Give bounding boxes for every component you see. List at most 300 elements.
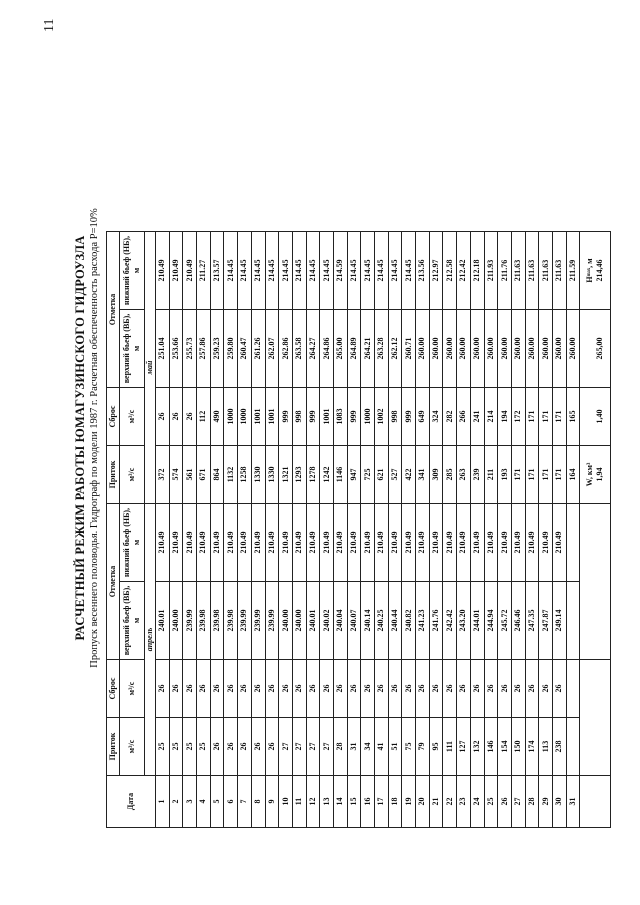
may-outflow-cell: 999 <box>347 388 361 446</box>
april-outflow-cell: 26 <box>402 660 416 718</box>
table-row <box>402 232 416 828</box>
day-cell: 25 <box>484 776 498 828</box>
page-subtitle: Пропуск весеннего половодья. Гидрограф по модели 1987 г. Расчетная обеспеченность расхода Р=10% <box>89 208 100 668</box>
may-lower-cell: 211.93 <box>484 232 498 310</box>
april-upper-cell: 239.98 <box>224 582 238 660</box>
day-cell: 4 <box>197 776 211 828</box>
col-inflow-header-april: Приток <box>107 718 120 776</box>
unit-outflow-april: м³/с <box>120 660 145 718</box>
table-row <box>361 232 375 828</box>
may-lower-cell: 210.49 <box>156 232 170 310</box>
may-outflow-cell: 999 <box>306 388 320 446</box>
table-row <box>197 232 211 828</box>
april-inflow-cell: 27 <box>279 718 293 776</box>
april-outflow-cell: 26 <box>375 660 389 718</box>
unit-inflow-april: м³/с <box>120 718 145 776</box>
may-lower-cell: 210.49 <box>169 232 183 310</box>
may-inflow-cell: 561 <box>183 446 197 504</box>
may-inflow-cell: 263 <box>457 446 471 504</box>
april-upper-cell: 240.00 <box>279 582 293 660</box>
table-row <box>511 232 525 828</box>
may-lower-cell: 214.45 <box>306 232 320 310</box>
may-inflow-cell: 171 <box>552 446 566 504</box>
day-cell: 5 <box>210 776 224 828</box>
may-upper-cell: 260.00 <box>429 310 443 388</box>
april-lower-cell: 210.49 <box>429 504 443 582</box>
may-inflow-cell: 309 <box>429 446 443 504</box>
april-inflow-cell: 113 <box>539 718 553 776</box>
may-upper-cell: 260.00 <box>498 310 512 388</box>
day-cell: 15 <box>347 776 361 828</box>
april-lower-cell: 210.49 <box>457 504 471 582</box>
april-lower-cell: 210.49 <box>416 504 430 582</box>
may-outflow-cell: 999 <box>402 388 416 446</box>
upper-pool-header-may: верхний бьеф (ВБ), м <box>120 310 145 388</box>
may-upper-cell: 253.66 <box>169 310 183 388</box>
april-inflow-cell: 27 <box>306 718 320 776</box>
table-row <box>416 232 430 828</box>
may-inflow-cell: 171 <box>525 446 539 504</box>
may-inflow-cell: 1258 <box>238 446 252 504</box>
may-lower-cell: 211.63 <box>511 232 525 310</box>
day-cell: 6 <box>224 776 238 828</box>
april-upper-cell: 247.87 <box>539 582 553 660</box>
may-inflow-cell: 947 <box>347 446 361 504</box>
table-row <box>498 232 512 828</box>
may-lower-cell: 214.45 <box>320 232 334 310</box>
april-outflow-cell: 26 <box>210 660 224 718</box>
table-row <box>265 232 279 828</box>
april-upper-cell: 241.76 <box>429 582 443 660</box>
april-upper-cell: 241.23 <box>416 582 430 660</box>
april-lower-cell: 210.49 <box>539 504 553 582</box>
may-upper-cell: 264.21 <box>361 310 375 388</box>
may-outflow-cell: 998 <box>388 388 402 446</box>
month-label-may: май <box>145 232 156 504</box>
april-lower-cell: 210.49 <box>525 504 539 582</box>
day-cell: 1 <box>156 776 170 828</box>
april-upper-cell: 243.20 <box>457 582 471 660</box>
regime-table <box>106 231 611 828</box>
april-upper-cell: 240.01 <box>156 582 170 660</box>
day-cell: 30 <box>552 776 566 828</box>
april-outflow-cell: 26 <box>498 660 512 718</box>
h-upper-value: 265,00 <box>595 337 605 360</box>
may-upper-cell: 262.12 <box>388 310 402 388</box>
april-upper-cell: 244.94 <box>484 582 498 660</box>
april-inflow-cell <box>566 718 580 776</box>
may-lower-cell: 214.45 <box>251 232 265 310</box>
april-lower-cell: 210.49 <box>347 504 361 582</box>
table-row <box>388 232 402 828</box>
day-cell: 14 <box>333 776 347 828</box>
april-inflow-cell: 25 <box>197 718 211 776</box>
april-upper-cell: 249.14 <box>552 582 566 660</box>
day-cell: 7 <box>238 776 252 828</box>
table-row <box>566 232 580 828</box>
may-lower-cell: 214.45 <box>347 232 361 310</box>
april-outflow-cell: 26 <box>470 660 484 718</box>
may-upper-cell: 260.71 <box>402 310 416 388</box>
april-inflow-cell: 51 <box>388 718 402 776</box>
may-upper-cell: 264.86 <box>320 310 334 388</box>
footer-h-upper <box>580 310 611 388</box>
w-label: W, км³ <box>585 462 595 487</box>
april-upper-cell: 245.72 <box>498 582 512 660</box>
april-inflow-cell: 75 <box>402 718 416 776</box>
table-row <box>238 232 252 828</box>
april-outflow-cell: 26 <box>279 660 293 718</box>
may-upper-cell: 251.04 <box>156 310 170 388</box>
april-upper-cell: 244.01 <box>470 582 484 660</box>
may-lower-cell: 212.97 <box>429 232 443 310</box>
unit-outflow-may: м³/с <box>120 388 145 446</box>
april-outflow-cell: 26 <box>525 660 539 718</box>
w-inflow-value: 1,94 <box>595 467 605 482</box>
table-row <box>484 232 498 828</box>
april-outflow-cell: 26 <box>251 660 265 718</box>
footer-april-volume <box>580 660 611 776</box>
may-outflow-cell: 490 <box>210 388 224 446</box>
april-inflow-cell: 174 <box>525 718 539 776</box>
april-inflow-cell: 31 <box>347 718 361 776</box>
may-inflow-cell: 864 <box>210 446 224 504</box>
may-inflow-cell: 725 <box>361 446 375 504</box>
april-upper-cell: 239.99 <box>265 582 279 660</box>
may-lower-cell: 214.45 <box>265 232 279 310</box>
may-upper-cell: 264.89 <box>347 310 361 388</box>
may-lower-cell: 214.45 <box>224 232 238 310</box>
day-cell: 22 <box>443 776 457 828</box>
april-upper-cell: 240.44 <box>388 582 402 660</box>
table-row <box>539 232 553 828</box>
lower-pool-header-may: нижний бьеф (НБ), м <box>120 232 145 310</box>
may-outflow-cell: 171 <box>552 388 566 446</box>
april-outflow-cell: 26 <box>156 660 170 718</box>
day-cell: 20 <box>416 776 430 828</box>
h-label: Hᵐᵃˣ, м <box>585 258 595 283</box>
april-upper-cell: 240.01 <box>306 582 320 660</box>
may-lower-cell: 213.56 <box>416 232 430 310</box>
may-upper-cell: 260.00 <box>457 310 471 388</box>
april-lower-cell: 210.49 <box>292 504 306 582</box>
april-outflow-cell: 26 <box>224 660 238 718</box>
april-upper-cell: 240.02 <box>320 582 334 660</box>
april-lower-cell: 210.49 <box>498 504 512 582</box>
may-outflow-cell: 1001 <box>251 388 265 446</box>
may-lower-cell: 213.57 <box>210 232 224 310</box>
page-number: 11 <box>42 18 57 32</box>
day-cell: 19 <box>402 776 416 828</box>
april-inflow-cell: 26 <box>224 718 238 776</box>
may-inflow-cell: 211 <box>484 446 498 504</box>
may-outflow-cell: 194 <box>498 388 512 446</box>
may-inflow-cell: 285 <box>443 446 457 504</box>
may-outflow-cell: 171 <box>525 388 539 446</box>
table-row <box>320 232 334 828</box>
day-cell: 28 <box>525 776 539 828</box>
may-inflow-cell: 193 <box>498 446 512 504</box>
may-inflow-cell: 574 <box>169 446 183 504</box>
col-level-header-may: Отметка <box>107 232 120 388</box>
april-outflow-cell: 26 <box>183 660 197 718</box>
rotated-sheet <box>72 48 612 828</box>
may-inflow-cell: 341 <box>416 446 430 504</box>
april-inflow-cell: 111 <box>443 718 457 776</box>
may-upper-cell: 262.07 <box>265 310 279 388</box>
april-inflow-cell: 150 <box>511 718 525 776</box>
april-outflow-cell: 26 <box>361 660 375 718</box>
may-outflow-cell: 214 <box>484 388 498 446</box>
april-upper-cell: 247.35 <box>525 582 539 660</box>
may-lower-cell: 214.45 <box>361 232 375 310</box>
footer-w-inflow <box>580 446 611 504</box>
april-upper-cell: 240.82 <box>402 582 416 660</box>
col-date-header: Дата <box>107 776 156 828</box>
may-inflow-cell: 1146 <box>333 446 347 504</box>
lower-pool-header-april: нижний бьеф (НБ), м <box>120 504 145 582</box>
april-outflow-cell: 26 <box>443 660 457 718</box>
may-upper-cell: 260.00 <box>539 310 553 388</box>
may-inflow-cell: 164 <box>566 446 580 504</box>
day-cell: 2 <box>169 776 183 828</box>
april-inflow-cell: 25 <box>156 718 170 776</box>
april-outflow-cell: 26 <box>552 660 566 718</box>
may-lower-cell: 210.49 <box>183 232 197 310</box>
may-upper-cell: 260.47 <box>238 310 252 388</box>
may-inflow-cell: 372 <box>156 446 170 504</box>
col-inflow-header-may: Приток <box>107 446 120 504</box>
april-inflow-cell: 154 <box>498 718 512 776</box>
april-upper-cell: 239.99 <box>238 582 252 660</box>
april-lower-cell: 210.49 <box>484 504 498 582</box>
april-upper-cell: 239.98 <box>210 582 224 660</box>
may-upper-cell: 264.27 <box>306 310 320 388</box>
may-lower-cell: 214.45 <box>388 232 402 310</box>
may-outflow-cell: 324 <box>429 388 443 446</box>
may-outflow-cell: 999 <box>279 388 293 446</box>
april-outflow-cell: 26 <box>333 660 347 718</box>
may-outflow-cell: 282 <box>443 388 457 446</box>
april-outflow-cell: 26 <box>306 660 320 718</box>
day-cell: 8 <box>251 776 265 828</box>
may-inflow-cell: 1330 <box>265 446 279 504</box>
may-upper-cell: 260.00 <box>470 310 484 388</box>
may-lower-cell: 211.63 <box>525 232 539 310</box>
april-lower-cell: 210.49 <box>402 504 416 582</box>
april-lower-cell: 210.49 <box>306 504 320 582</box>
day-cell: 27 <box>511 776 525 828</box>
april-inflow-cell: 26 <box>251 718 265 776</box>
may-outflow-cell: 649 <box>416 388 430 446</box>
may-inflow-cell: 1330 <box>251 446 265 504</box>
table-row <box>552 232 566 828</box>
may-inflow-cell: 1278 <box>306 446 320 504</box>
may-inflow-cell: 1321 <box>279 446 293 504</box>
may-upper-cell: 263.58 <box>292 310 306 388</box>
april-upper-cell: 242.42 <box>443 582 457 660</box>
may-upper-cell: 260.00 <box>525 310 539 388</box>
may-upper-cell: 259.80 <box>224 310 238 388</box>
may-inflow-cell: 527 <box>388 446 402 504</box>
april-inflow-cell: 27 <box>320 718 334 776</box>
april-inflow-cell: 146 <box>484 718 498 776</box>
april-outflow-cell: 26 <box>416 660 430 718</box>
april-inflow-cell: 25 <box>183 718 197 776</box>
april-lower-cell: 210.49 <box>197 504 211 582</box>
april-inflow-cell: 41 <box>375 718 389 776</box>
april-lower-cell: 210.49 <box>511 504 525 582</box>
table-row <box>292 232 306 828</box>
april-outflow-cell <box>566 660 580 718</box>
may-outflow-cell: 26 <box>169 388 183 446</box>
april-upper-cell: 239.98 <box>197 582 211 660</box>
may-inflow-cell: 171 <box>511 446 525 504</box>
col-outflow-header-may: Сброс <box>107 388 120 446</box>
may-upper-cell: 260.00 <box>552 310 566 388</box>
april-outflow-cell: 26 <box>197 660 211 718</box>
table-row <box>470 232 484 828</box>
april-lower-cell: 210.49 <box>238 504 252 582</box>
april-lower-cell: 210.49 <box>375 504 389 582</box>
april-lower-cell: 210.49 <box>224 504 238 582</box>
april-outflow-cell: 26 <box>320 660 334 718</box>
april-outflow-cell: 26 <box>169 660 183 718</box>
may-outflow-cell: 1001 <box>320 388 334 446</box>
april-upper-cell: 240.25 <box>375 582 389 660</box>
may-upper-cell: 260.00 <box>484 310 498 388</box>
unit-inflow-may: м³/с <box>120 446 145 504</box>
footer-h-lower <box>580 232 611 310</box>
table-row <box>347 232 361 828</box>
may-outflow-cell: 998 <box>292 388 306 446</box>
april-outflow-cell: 26 <box>539 660 553 718</box>
may-outflow-cell: 1001 <box>265 388 279 446</box>
april-inflow-cell: 95 <box>429 718 443 776</box>
april-inflow-cell: 238 <box>552 718 566 776</box>
h-lower-value: 214,46 <box>595 259 605 282</box>
april-upper-cell: 239.99 <box>251 582 265 660</box>
may-outflow-cell: 266 <box>457 388 471 446</box>
april-inflow-cell: 28 <box>333 718 347 776</box>
may-upper-cell: 260.00 <box>443 310 457 388</box>
may-outflow-cell: 1000 <box>224 388 238 446</box>
may-outflow-cell: 112 <box>197 388 211 446</box>
may-inflow-cell: 1293 <box>292 446 306 504</box>
may-inflow-cell: 171 <box>539 446 553 504</box>
may-upper-cell: 255.73 <box>183 310 197 388</box>
may-upper-cell: 260.00 <box>566 310 580 388</box>
april-lower-cell: 210.49 <box>210 504 224 582</box>
footer-april-level <box>580 504 611 660</box>
april-lower-cell: 210.49 <box>156 504 170 582</box>
day-cell: 17 <box>375 776 389 828</box>
april-lower-cell: 210.49 <box>279 504 293 582</box>
may-lower-cell: 211.76 <box>498 232 512 310</box>
april-outflow-cell: 26 <box>265 660 279 718</box>
april-lower-cell: 210.49 <box>552 504 566 582</box>
may-outflow-cell: 26 <box>183 388 197 446</box>
may-upper-cell: 265.00 <box>333 310 347 388</box>
day-cell: 29 <box>539 776 553 828</box>
may-lower-cell: 211.63 <box>539 232 553 310</box>
may-outflow-cell: 241 <box>470 388 484 446</box>
table-row <box>279 232 293 828</box>
table-row <box>183 232 197 828</box>
may-lower-cell: 211.27 <box>197 232 211 310</box>
april-inflow-cell: 26 <box>210 718 224 776</box>
april-lower-cell: 210.49 <box>361 504 375 582</box>
day-cell: 31 <box>566 776 580 828</box>
day-cell: 3 <box>183 776 197 828</box>
april-upper-cell <box>566 582 580 660</box>
table-row <box>333 232 347 828</box>
day-cell: 10 <box>279 776 293 828</box>
april-lower-cell <box>566 504 580 582</box>
april-inflow-cell: 127 <box>457 718 471 776</box>
april-outflow-cell: 26 <box>429 660 443 718</box>
day-cell: 21 <box>429 776 443 828</box>
may-lower-cell: 214.45 <box>375 232 389 310</box>
day-cell: 18 <box>388 776 402 828</box>
april-outflow-cell: 26 <box>484 660 498 718</box>
may-upper-cell: 262.86 <box>279 310 293 388</box>
april-inflow-cell: 26 <box>238 718 252 776</box>
table-row <box>429 232 443 828</box>
april-upper-cell: 240.00 <box>169 582 183 660</box>
april-inflow-cell: 27 <box>292 718 306 776</box>
footer-w-outflow <box>580 388 611 446</box>
month-label-april: апрель <box>145 504 156 776</box>
april-lower-cell: 210.49 <box>320 504 334 582</box>
may-lower-cell: 214.45 <box>292 232 306 310</box>
may-outflow-cell: 1000 <box>361 388 375 446</box>
day-cell: 16 <box>361 776 375 828</box>
april-upper-cell: 246.46 <box>511 582 525 660</box>
col-level-header-april: Отметка <box>107 504 120 660</box>
may-outflow-cell: 1000 <box>238 388 252 446</box>
may-inflow-cell: 1132 <box>224 446 238 504</box>
table-row <box>306 232 320 828</box>
may-upper-cell: 263.28 <box>375 310 389 388</box>
table-row <box>156 232 170 828</box>
may-upper-cell: 259.23 <box>210 310 224 388</box>
april-upper-cell: 240.14 <box>361 582 375 660</box>
april-inflow-cell: 26 <box>265 718 279 776</box>
table-row <box>525 232 539 828</box>
may-upper-cell: 260.00 <box>416 310 430 388</box>
day-cell: 11 <box>292 776 306 828</box>
may-outflow-cell: 1083 <box>333 388 347 446</box>
april-inflow-cell: 34 <box>361 718 375 776</box>
may-upper-cell: 261.26 <box>251 310 265 388</box>
w-outflow-value: 1,40 <box>595 409 605 424</box>
may-lower-cell: 214.45 <box>279 232 293 310</box>
table-row <box>375 232 389 828</box>
may-inflow-cell: 671 <box>197 446 211 504</box>
footer-empty-cell <box>580 776 611 828</box>
april-outflow-cell: 26 <box>347 660 361 718</box>
may-outflow-cell: 26 <box>156 388 170 446</box>
april-outflow-cell: 26 <box>511 660 525 718</box>
table-row <box>224 232 238 828</box>
april-upper-cell: 240.00 <box>292 582 306 660</box>
table-row <box>443 232 457 828</box>
table-row <box>457 232 471 828</box>
may-inflow-cell: 1242 <box>320 446 334 504</box>
may-upper-cell: 257.86 <box>197 310 211 388</box>
table-row <box>210 232 224 828</box>
